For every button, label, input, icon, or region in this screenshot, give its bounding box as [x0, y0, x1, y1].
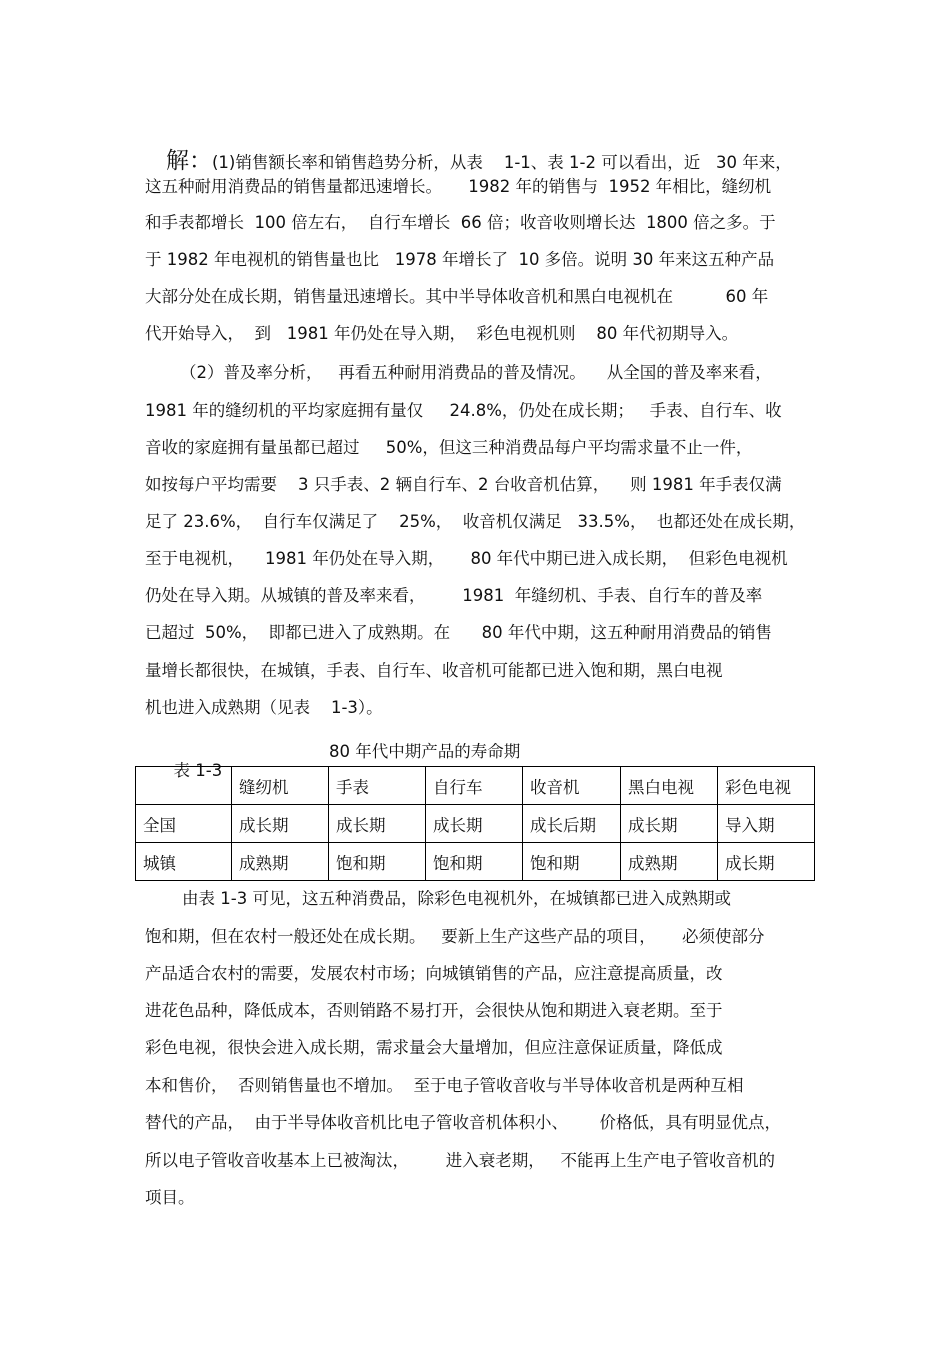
table-header-cell: 彩色电视	[718, 767, 815, 805]
table-cell: 饱和期	[426, 843, 523, 881]
product-lifecycle-table	[135, 766, 815, 881]
table-cell: 导入期	[718, 805, 815, 843]
table-cell: 成长期	[718, 843, 815, 881]
paragraph-line: 于 1982 年电视机的销售量也比 1978 年增长了 10 多倍。说明 30 年来这五种产品	[145, 250, 775, 269]
paragraph-line: （2）普及率分析， 再看五种耐用消费品的普及情况。 从全国的普及率来看，	[180, 363, 772, 382]
paragraph-line: 1981 年的缝纫机的平均家庭拥有量仅 24.8%，仍处在成长期； 手表、自行车、收	[145, 401, 782, 420]
table-label: 表 1-3	[173, 761, 223, 780]
table-cell: 城镇	[136, 843, 232, 881]
paragraph-line: 饱和期，但在农村一般还处在成长期。 要新上生产这些产品的项目， 必须使部分	[145, 927, 765, 946]
table-header-cell: 缝纫机	[232, 767, 329, 805]
table-header-cell: 黑白电视	[621, 767, 718, 805]
table-cell: 成长期	[232, 805, 329, 843]
table-cell: 成长后期	[523, 805, 621, 843]
table-cell: 成熟期	[621, 843, 718, 881]
paragraph-line: 如按每户平均需要 3 只手表、2 辆自行车、2 台收音机估算， 则 1981 年手表仅满	[145, 475, 782, 494]
table-cell: 成长期	[621, 805, 718, 843]
paragraph-line: 彩色电视，很快会进入成长期，需求量会大量增加，但应注意保证质量，降低成	[145, 1038, 723, 1057]
table-cell: 全国	[136, 805, 232, 843]
paragraph-line: 所以电子管收音收基本上已被淘汰， 进入衰老期， 不能再上生产电子管收音机的	[145, 1151, 775, 1170]
table-row	[136, 805, 815, 843]
paragraph-line: 由表 1-3 可见，这五种消费品，除彩色电视机外，在城镇都已进入成熟期或	[182, 889, 731, 908]
paragraph-line: 量增长都很快，在城镇，手表、自行车、收音机可能都已进入饱和期，黑白电视	[145, 661, 723, 680]
paragraph-line: 足了 23.6%， 自行车仅满足了 25%， 收音机仅满足 33.5%， 也都还处在成长期，	[145, 512, 806, 531]
paragraph-line: 和手表都增长 100 倍左右， 自行车增长 66 倍；收音收则增长达 1800 倍之多。于	[145, 213, 776, 232]
paragraph-line: 代开始导入， 到 1981 年仍处在导入期， 彩色电视机则 80 年代初期导入。	[145, 324, 739, 343]
answer-lead: 解：	[165, 148, 212, 174]
paragraph-line: 机也进入成熟期（见表 1-3）。	[145, 698, 383, 717]
line-text: (1)销售额长率和销售趋势分析，从表 1-1、表 1-2 可以看出，近 30 年来，	[211, 153, 792, 172]
table-cell: 成熟期	[232, 843, 329, 881]
table-cell: 饱和期	[329, 843, 426, 881]
paragraph-line: 项目。	[145, 1188, 195, 1207]
table-row	[136, 843, 815, 881]
paragraph-line: 进花色品种，降低成本，否则销路不易打开，会很快从饱和期进入衰老期。至于	[145, 1001, 723, 1020]
paragraph-line: 本和售价， 否则销售量也不增加。 至于电子管收音收与半导体收音机是两种互相	[145, 1076, 744, 1095]
table-cell: 成长期	[426, 805, 523, 843]
table-cell: 饱和期	[523, 843, 621, 881]
paragraph-line: 至于电视机， 1981 年仍处在导入期， 80 年代中期已进入成长期， 但彩色电视机	[145, 549, 788, 568]
table-header-cell: 手表	[329, 767, 426, 805]
table-header-cell: 收音机	[523, 767, 621, 805]
table-header-cell: 自行车	[426, 767, 523, 805]
paragraph-line: 这五种耐用消费品的销售量都迅速增长。 1982 年的销售与 1952 年相比，缝纫机	[145, 177, 772, 196]
table-title: 80 年代中期产品的寿命期	[329, 742, 521, 761]
paragraph-line: 仍处在导入期。从城镇的普及率来看， 1981 年缝纫机、手表、自行车的普及率	[145, 586, 763, 605]
paragraph-line: 替代的产品， 由于半导体收音机比电子管收音机体积小、 价格低，具有明显优点，	[145, 1113, 781, 1132]
table-cell: 成长期	[329, 805, 426, 843]
paragraph-line: 大部分处在成长期，销售量迅速增长。其中半导体收音机和黑白电视机在 60 年	[145, 287, 769, 306]
table-header-cell	[136, 767, 232, 805]
paragraph-line: 产品适合农村的需要，发展农村市场；向城镇销售的产品，应注意提高质量，改	[145, 964, 723, 983]
table-header-row	[136, 767, 815, 805]
paragraph-line: 音收的家庭拥有量虽都已超过 50%，但这三种消费品每户平均需求量不止一件，	[145, 438, 753, 457]
paragraph-line: 已超过 50%， 即都已进入了成熟期。在 80 年代中期，这五种耐用消费品的销售	[145, 623, 772, 642]
